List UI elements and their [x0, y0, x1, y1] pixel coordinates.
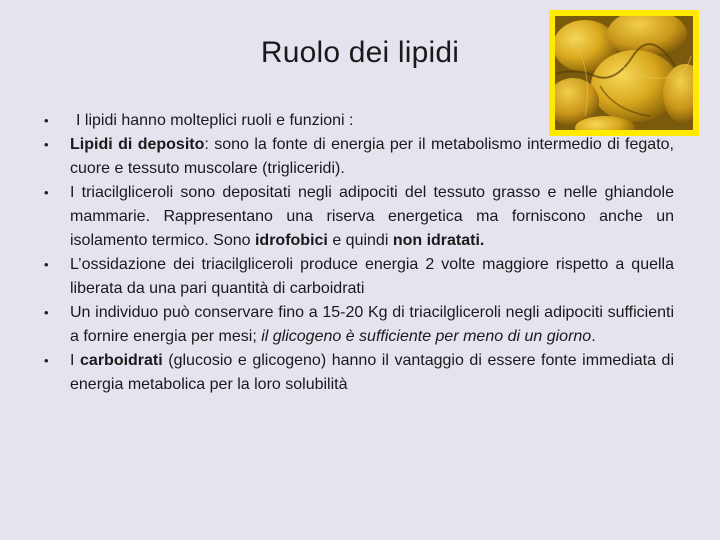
bullet-bold-text: carboidrati: [80, 352, 163, 369]
bullet-italic-text: il glicogeno è sufficiente per meno di un giorno: [261, 328, 592, 345]
bullet-text: e quindi: [327, 232, 393, 249]
bullet-bold-text: idrofobici: [254, 232, 328, 249]
bullet-text: .: [591, 328, 596, 345]
bullet-item: [44, 301, 674, 349]
bullet-list: [44, 109, 674, 397]
bullet-text: : sono la fonte di energia per il metabolismo intermedio di fegato, cuore e tessuto muscolare (trigliceridi).: [70, 136, 674, 177]
bullet-text: I triacilgliceroli sono depositati negli adipociti del tessuto grasso e nelle ghiandole mammarie. Rappresentano una riserva energetica ma forniscono anche un isolamento termico. Sono: [70, 184, 674, 249]
bullet-item: [44, 253, 674, 301]
bullet-text: I lipidi hanno molteplici ruoli e funzioni :: [76, 112, 354, 129]
bullet-text: L’ossidazione dei triacilgliceroli produce energia 2 volte maggiore rispetto a quella liberata da una pari quantità di carboidrati: [70, 256, 674, 297]
bullet-item: [44, 181, 674, 253]
slide-title: Ruolo dei lipidi: [260, 36, 460, 69]
bullet-item: [44, 349, 674, 397]
bullet-text: (glucosio e glicogeno) hanno il vantaggio di essere fonte immediata di energia metabolica per la loro solubilità: [70, 352, 675, 393]
bullet-text: Un individuo può conservare fino a 15-20 Kg di triacilgliceroli negli adipociti sufficienti a fornire energia per mesi;: [70, 304, 674, 345]
bullet-item: [44, 133, 674, 181]
bullet-item: [44, 109, 674, 133]
bullet-bold-text: non idratati.: [392, 232, 485, 249]
bullet-bold-text: Lipidi di deposito: [70, 136, 205, 153]
bullet-text: I: [70, 352, 81, 369]
